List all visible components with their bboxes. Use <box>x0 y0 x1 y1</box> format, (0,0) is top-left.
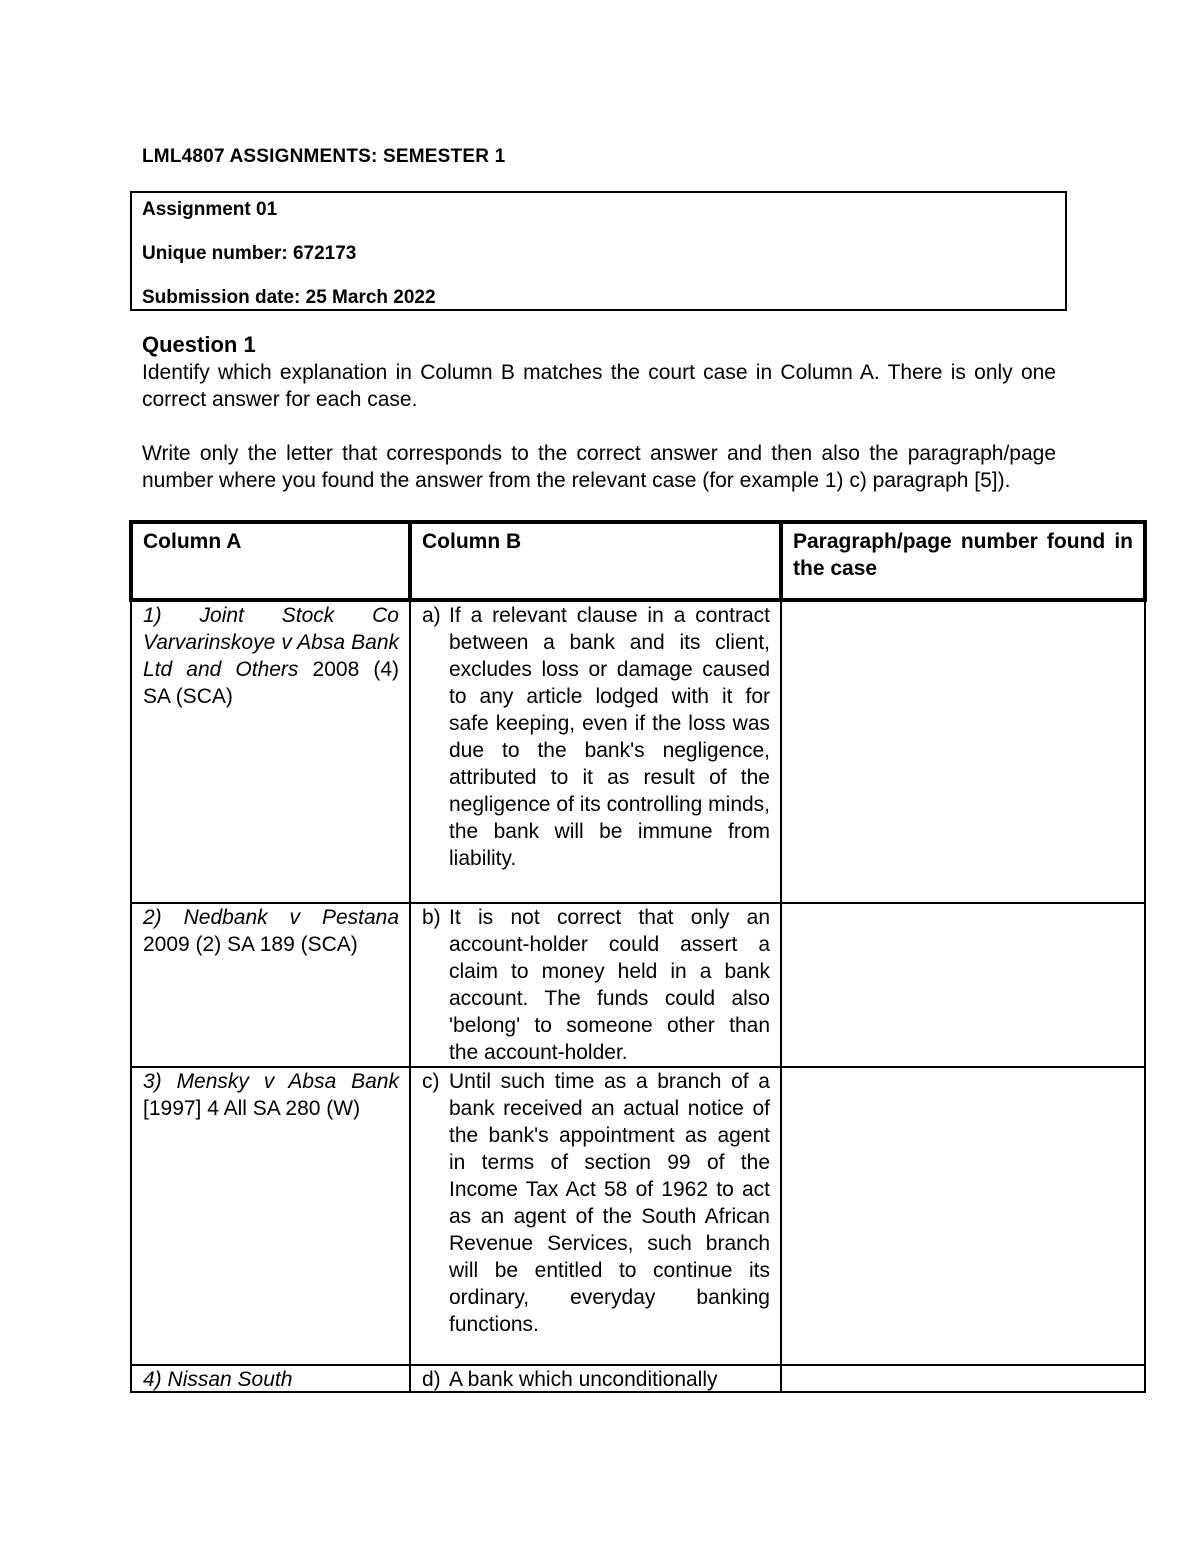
case-name: Mensky v Absa Bank <box>176 1070 399 1093</box>
explanation-text: A bank which unconditionally <box>449 1368 718 1391</box>
case-name: Joint Stock Co Varvarinskoye v Absa Bank Ltd and Others <box>143 604 399 681</box>
case-number: 4) <box>143 1368 162 1391</box>
table-row <box>131 600 1145 903</box>
case-number: 2) <box>143 906 162 929</box>
explanation-letter: a) <box>422 604 441 627</box>
paragraph-answer-cell[interactable] <box>781 903 1145 1067</box>
case-cell <box>131 1067 410 1365</box>
assignment-info-box <box>130 191 1067 311</box>
case-matching-table <box>129 520 1147 1393</box>
explanation-letter: b) <box>422 906 441 929</box>
case-number: 1) <box>143 604 162 627</box>
explanation-letter: d) <box>422 1368 441 1391</box>
question-instructions: Identify which explanation in Column B matches the court case in Column A. There is only one correct answer for each case. <box>142 361 1056 411</box>
submission-date: Submission date: 25 March 2022 <box>142 287 436 308</box>
case-name: Nissan South <box>167 1368 293 1391</box>
explanation-cell <box>410 1067 781 1365</box>
case-citation: [1997] 4 All SA 280 (W) <box>143 1097 361 1120</box>
explanation-cell <box>410 903 781 1067</box>
paragraph-answer-cell[interactable] <box>781 1067 1145 1365</box>
case-cell <box>131 1365 410 1392</box>
explanation-text: It is not correct that only an account-holder could assert a claim to money held in a bank account. The funds could also 'belong' to someone other than the account-holder. <box>449 906 770 1064</box>
case-number: 3) <box>143 1070 162 1093</box>
unique-number: Unique number: 672173 <box>142 243 357 264</box>
explanation-text: Until such time as a branch of a bank received an actual notice of the bank's appointment as agent in terms of section 99 of the Income Tax Act 58 of 1962 to act as an agent of the South African Revenue Services, such branch will be entitled to continue its ordinary, everyday banking functions. <box>449 1070 770 1336</box>
header-column-a: Column A <box>131 522 410 600</box>
explanation-letter: c) <box>422 1070 440 1093</box>
case-citation: 2009 (2) SA 189 (SCA) <box>143 933 358 956</box>
paragraph-answer-cell[interactable] <box>781 1365 1145 1392</box>
case-cell <box>131 903 410 1067</box>
answer-instructions: Write only the letter that corresponds to the correct answer and then also the paragraph/page number where you found the answer from the relevant case (for example 1) c) paragraph [5]). <box>142 442 1056 492</box>
table-header-row <box>131 522 1145 600</box>
document-title: LML4807 ASSIGNMENTS: SEMESTER 1 <box>142 146 506 167</box>
explanation-cell <box>410 600 781 903</box>
explanation-text: If a relevant clause in a contract between a bank and its client, excludes loss or damage caused to any article lodged with it for safe keeping, even if the loss was due to the bank's negligence, attributed to it as result of the negligence of its controlling minds, the bank will be immune from liability. <box>449 604 771 870</box>
case-citation: 2008 (4) SA (SCA) <box>143 658 400 708</box>
question-title: Question 1 <box>142 332 256 357</box>
case-name: Nedbank v Pestana <box>183 906 399 929</box>
table-row <box>131 903 1145 1067</box>
header-column-b: Column B <box>410 522 781 600</box>
paragraph-answer-cell[interactable] <box>781 600 1145 903</box>
table-row <box>131 1067 1145 1365</box>
case-cell <box>131 600 410 903</box>
assignment-label: Assignment 01 <box>142 199 278 220</box>
table-row <box>131 1365 1145 1392</box>
header-paragraph-page: Paragraph/page number found in the case <box>781 522 1145 600</box>
explanation-cell <box>410 1365 781 1392</box>
